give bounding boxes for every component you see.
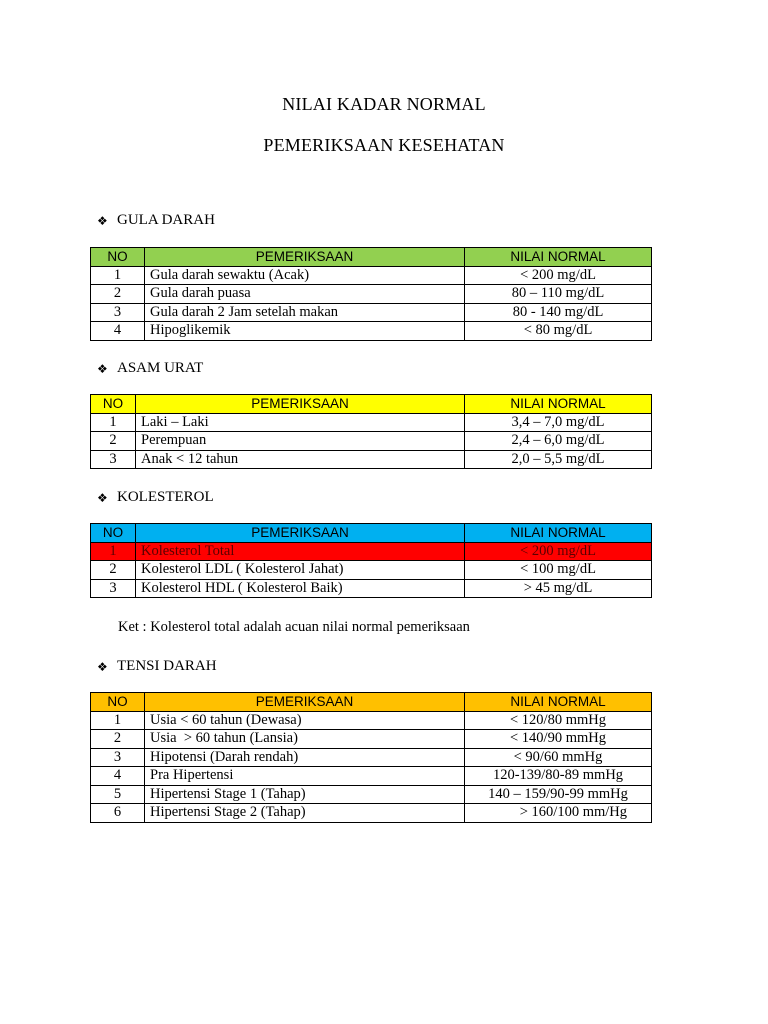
cell-no: 3 [91,748,145,767]
column-header-pemeriksaan: PEMERIKSAAN [145,693,465,712]
cell-pemeriksaan: Gula darah puasa [145,285,465,304]
table-row [91,303,652,322]
cell-no: 4 [91,322,145,341]
cell-pemeriksaan: Gula darah 2 Jam setelah makan [145,303,465,322]
table-row [91,266,652,285]
diamond-bullet-icon: ❖ [97,213,108,228]
cell-nilai-normal: 2,0 – 5,5 mg/dL [465,450,652,469]
section-title: TENSI DARAH [117,658,217,674]
column-header-nilai-normal: NILAI NORMAL [465,248,652,267]
table-header-row [91,395,652,414]
cell-pemeriksaan: Pra Hipertensi [145,767,465,786]
cell-nilai-normal: < 100 mg/dL [465,561,652,580]
section-heading-kolesterol [97,489,214,506]
cell-nilai-normal: < 120/80 mmHg [465,711,652,730]
cell-nilai-normal: > 160/100 mm/Hg [465,804,652,823]
section-heading-gula-darah [97,212,215,229]
section-heading-asam-urat [97,360,203,377]
cell-nilai-normal: < 200 mg/dL [465,542,652,561]
column-header-nilai-normal: NILAI NORMAL [465,395,652,414]
cell-pemeriksaan: Usia > 60 tahun (Lansia) [145,730,465,749]
cell-no: 2 [91,285,145,304]
note-text: Ket : Kolesterol total adalah acuan nilai normal pemeriksaan [118,619,470,635]
cell-pemeriksaan: Hipoglikemik [145,322,465,341]
cell-no: 1 [91,266,145,285]
table-row [91,711,652,730]
cell-pemeriksaan: Hipertensi Stage 2 (Tahap) [145,804,465,823]
diamond-bullet-icon: ❖ [97,659,108,674]
cell-pemeriksaan: Gula darah sewaktu (Acak) [145,266,465,285]
cell-pemeriksaan: Kolesterol HDL ( Kolesterol Baik) [136,579,465,598]
cell-nilai-normal: < 140/90 mmHg [465,730,652,749]
table-tensi-darah [90,692,652,823]
table-row [91,748,652,767]
cell-no: 2 [91,730,145,749]
cell-no: 1 [91,413,136,432]
column-header-pemeriksaan: PEMERIKSAAN [136,395,465,414]
cell-no: 3 [91,450,136,469]
cell-pemeriksaan: Hipertensi Stage 1 (Tahap) [145,785,465,804]
diamond-bullet-icon: ❖ [97,490,108,505]
cell-nilai-normal: 2,4 – 6,0 mg/dL [465,432,652,451]
cell-nilai-normal: 80 – 110 mg/dL [465,285,652,304]
column-header-pemeriksaan: PEMERIKSAAN [136,524,465,543]
diamond-bullet-icon: ❖ [97,361,108,376]
table-row [91,767,652,786]
cell-no: 6 [91,804,145,823]
table-header-row [91,248,652,267]
cell-no: 5 [91,785,145,804]
table-row [91,450,652,469]
cell-no: 1 [91,542,136,561]
cell-nilai-normal: < 90/60 mmHg [465,748,652,767]
cell-nilai-normal: 3,4 – 7,0 mg/dL [465,413,652,432]
column-header-no: NO [91,395,136,414]
cell-pemeriksaan: Anak < 12 tahun [136,450,465,469]
cell-nilai-normal: > 45 mg/dL [465,579,652,598]
page-subtitle: PEMERIKSAAN KESEHATAN [263,135,505,155]
cell-nilai-normal: < 200 mg/dL [465,266,652,285]
table-row-highlighted [91,542,652,561]
cell-no: 2 [91,432,136,451]
table-header-row [91,524,652,543]
table-row [91,322,652,341]
table-row [91,804,652,823]
column-header-nilai-normal: NILAI NORMAL [465,524,652,543]
table-gula-darah [90,247,652,341]
section-heading-tensi-darah [97,658,217,675]
table-row [91,579,652,598]
section-title: ASAM URAT [117,360,204,376]
table-row [91,285,652,304]
cell-pemeriksaan: Usia < 60 tahun (Dewasa) [145,711,465,730]
cell-pemeriksaan: Kolesterol Total [136,542,465,561]
cell-pemeriksaan: Laki – Laki [136,413,465,432]
table-asam-urat [90,394,652,469]
table-row [91,561,652,580]
cell-pemeriksaan: Hipotensi (Darah rendah) [145,748,465,767]
page-title: NILAI KADAR NORMAL [282,94,486,114]
cell-no: 3 [91,303,145,322]
table-row [91,785,652,804]
cell-nilai-normal: 80 - 140 mg/dL [465,303,652,322]
section-title: KOLESTEROL [117,489,214,505]
section-title: GULA DARAH [117,212,215,228]
table-header-row [91,693,652,712]
column-header-no: NO [91,248,145,267]
cell-nilai-normal: < 80 mg/dL [465,322,652,341]
table-row [91,730,652,749]
cell-nilai-normal: 120-139/80-89 mmHg [465,767,652,786]
table-row [91,432,652,451]
column-header-no: NO [91,693,145,712]
table-row [91,413,652,432]
table-kolesterol [90,523,652,598]
cell-pemeriksaan: Kolesterol LDL ( Kolesterol Jahat) [136,561,465,580]
cell-no: 3 [91,579,136,598]
column-header-pemeriksaan: PEMERIKSAAN [145,248,465,267]
cell-no: 4 [91,767,145,786]
cell-no: 1 [91,711,145,730]
column-header-no: NO [91,524,136,543]
cell-pemeriksaan: Perempuan [136,432,465,451]
column-header-nilai-normal: NILAI NORMAL [465,693,652,712]
cell-nilai-normal: 140 – 159/90-99 mmHg [465,785,652,804]
cell-no: 2 [91,561,136,580]
